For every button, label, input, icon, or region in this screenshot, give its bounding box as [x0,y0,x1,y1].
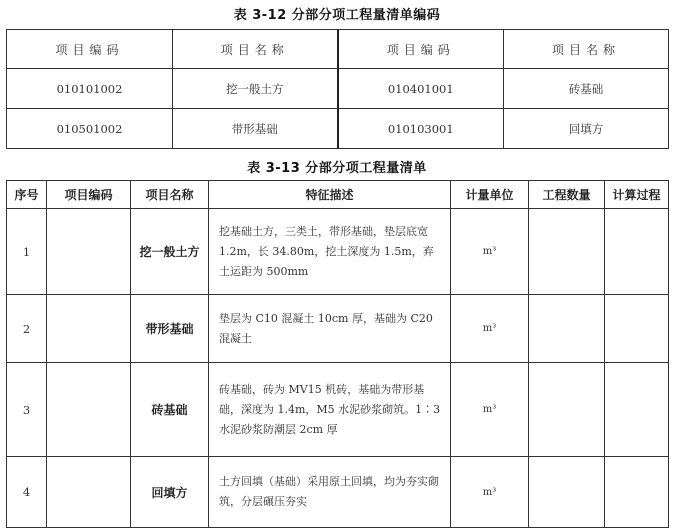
table-row [7,69,669,109]
table-header-row [7,181,669,209]
table-row [7,209,669,295]
table-row [7,295,669,363]
table-row [7,109,669,149]
item-code-cell [47,457,131,528]
bill-of-quantities-table [6,180,669,528]
feature-description-cell: 土方回填（基础）采用原土回填，均为夯实砌筑，分层碾压夯实 [209,457,451,528]
row-number: 2 [7,295,47,363]
header-cell: 计算过程 [605,181,669,209]
code-table [6,29,669,149]
unit-cell: m³ [451,363,529,457]
header-cell: 项目名称 [131,181,209,209]
row-number: 4 [7,457,47,528]
header-cell: 项目编码 [338,30,504,69]
calculation-cell [605,209,669,295]
item-name-cell: 挖一般土方 [131,209,209,295]
item-code-cell [47,363,131,457]
unit-cell: m³ [451,295,529,363]
unit-cell: m³ [451,209,529,295]
table-cell: 010501002 [7,109,173,149]
header-cell: 序号 [7,181,47,209]
item-code-cell [47,295,131,363]
feature-description-cell: 挖基础土方，三类土，带形基础，垫层底宽 1.2m，长 34.80m，挖土深度为 1.5m，弃土运距为 500mm [209,209,451,295]
table-cell: 带形基础 [173,109,338,149]
item-name-cell: 回填方 [131,457,209,528]
feature-description-cell: 垫层为 C10 混凝土 10cm 厚，基础为 C20 混凝土 [209,295,451,363]
header-cell: 项目名称 [173,30,338,69]
table-cell: 010101002 [7,69,173,109]
table-cell: 010401001 [338,69,504,109]
item-name-cell: 砖基础 [131,363,209,457]
table-header-row [7,30,669,69]
header-cell: 特征描述 [209,181,451,209]
quantity-cell [529,457,605,528]
row-number: 3 [7,363,47,457]
item-code-cell [47,209,131,295]
table-row [7,363,669,457]
header-cell: 工程数量 [529,181,605,209]
table-3-12-title: 表 3-12 分部分项工程量清单编码 [233,8,441,23]
calculation-cell [605,295,669,363]
unit-cell: m³ [451,457,529,528]
table-3-13-title: 表 3-13 分部分项工程量清单 [247,161,427,176]
table-cell: 010103001 [338,109,504,149]
quantity-cell [529,209,605,295]
item-name-cell: 带形基础 [131,295,209,363]
table-cell: 砖基础 [504,69,669,109]
quantity-cell [529,363,605,457]
table-cell: 挖一般土方 [173,69,338,109]
table-cell: 回填方 [504,109,669,149]
header-cell: 项目名称 [504,30,669,69]
calculation-cell [605,457,669,528]
table-row [7,457,669,528]
calculation-cell [605,363,669,457]
row-number: 1 [7,209,47,295]
quantity-cell [529,295,605,363]
header-cell: 计量单位 [451,181,529,209]
feature-description-cell: 砖基础，砖为 MV15 机砖，基础为带形基础，深度为 1.4m，M5 水泥砂浆砌筑。1∶3水泥砂浆防潮层 2cm 厚 [209,363,451,457]
header-cell: 项目编码 [7,30,173,69]
header-cell: 项目编码 [47,181,131,209]
